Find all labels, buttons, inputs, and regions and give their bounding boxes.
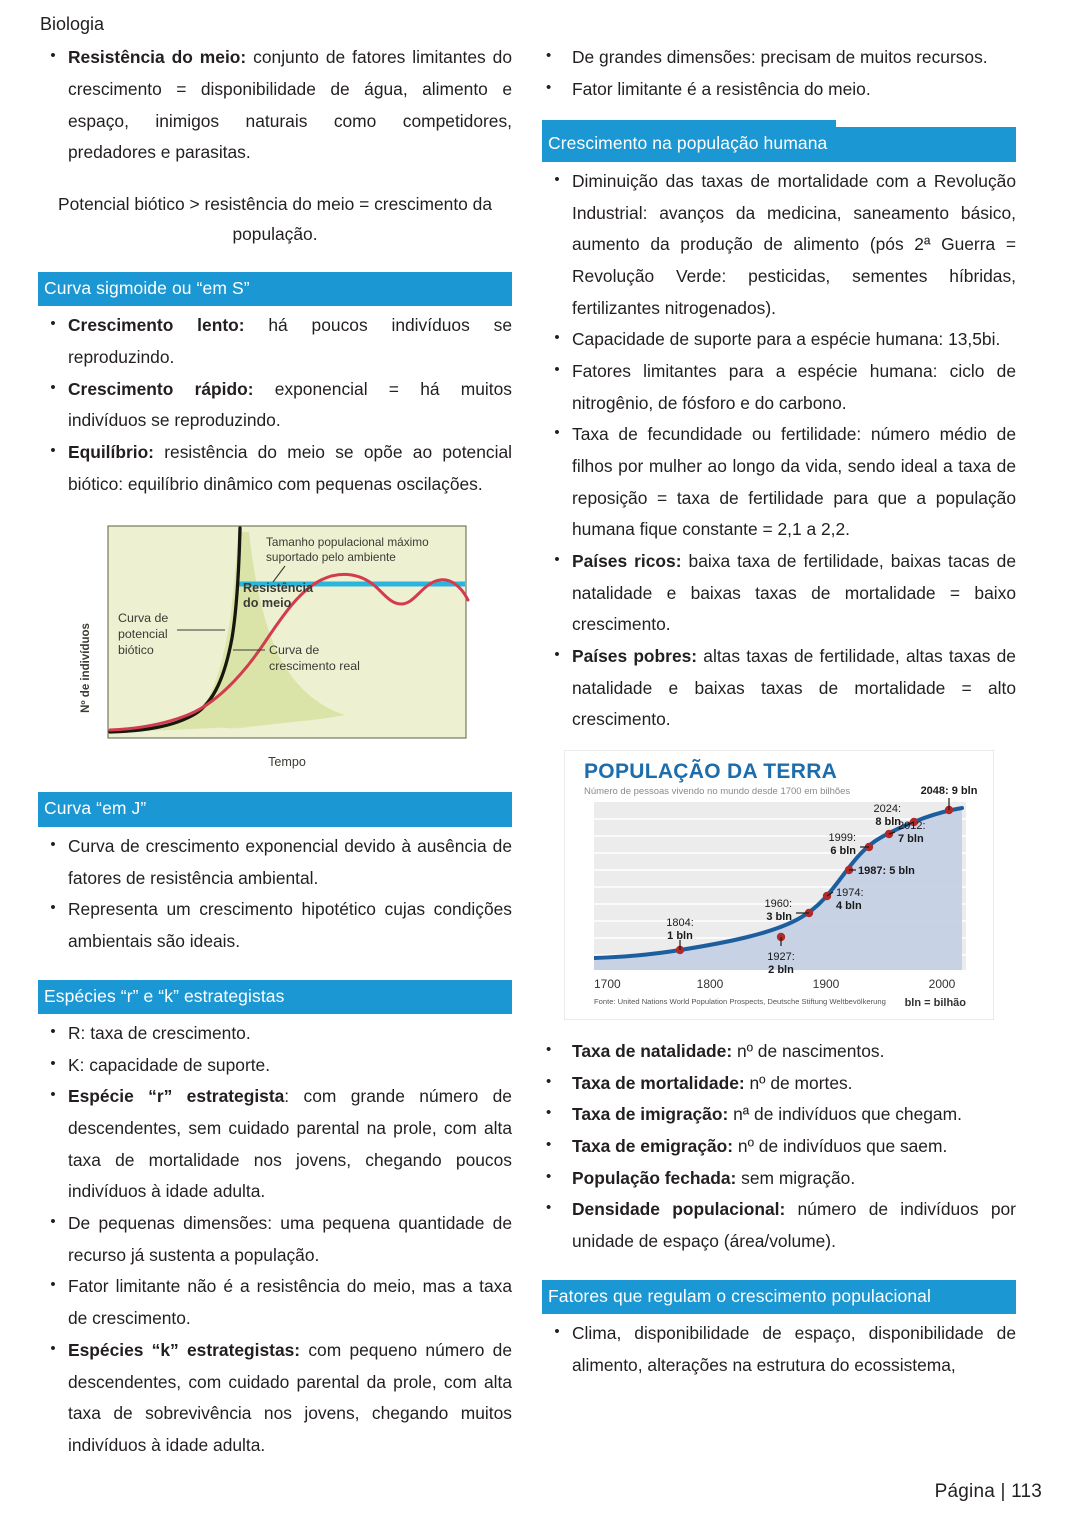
bullet-text <box>572 1318 1016 1381</box>
bullet-text <box>572 356 1016 419</box>
bullet-text <box>572 1131 1016 1163</box>
spacer <box>38 958 512 980</box>
bullet-text <box>68 831 512 894</box>
bullet-body: : com grande número de descendentes, sem cuidado parental na prole, com alta taxa de mortalidade nos jovens, chegando poucos indivíduos à idade adulta. <box>68 1086 512 1202</box>
xtick-2000: 2000 <box>928 976 956 991</box>
bullet-text <box>68 310 512 373</box>
bullet-icon: • <box>50 1086 56 1104</box>
bullet-icon: • <box>50 315 56 333</box>
bullet-paises-ricos <box>542 546 1016 641</box>
bullet-icon: • <box>554 360 560 378</box>
bullet-body: De grandes dimensões: precisam de muitos recursos. <box>572 47 988 67</box>
sigmoid-xlabel: Tempo <box>268 755 306 770</box>
label-1999-year: 1999: <box>828 831 856 844</box>
bullet-resistencia-do-meio <box>38 42 512 169</box>
bullet-icon: • <box>50 1054 56 1072</box>
bullet-taxa-fecundidade <box>542 419 1016 546</box>
label-1960-year: 1960: <box>764 897 792 910</box>
bullet-icon: • <box>554 424 560 442</box>
right-column <box>542 12 1016 1381</box>
left-column <box>38 12 512 1462</box>
bullet-icon: • <box>554 550 560 568</box>
bullet-text <box>572 1036 1016 1068</box>
bullet-crescimento-rapido <box>38 374 512 437</box>
sigmoid-annotation-potential-line3: biótico <box>118 643 154 658</box>
population-chart-title: POPULAÇÃO DA TERRA <box>584 759 838 783</box>
bullet-text <box>572 1068 1016 1100</box>
bullet-icon: • <box>50 47 56 65</box>
subject-title: Biologia <box>40 14 105 34</box>
bullet-body: Clima, disponibilidade de espaço, disponibilidade de alimento, alterações na estrutura do ecossistema, <box>572 1323 1016 1375</box>
bullet-text <box>572 1099 1016 1131</box>
bullet-icon: • <box>546 47 552 64</box>
bullet-clima-disponibilidade <box>542 1318 1016 1381</box>
sigmoid-annotation-potential-line1: Curva de <box>118 611 169 626</box>
bullet-body: Fatores limitantes para a espécie humana: ciclo de nitrogênio, de fósforo e do carbono. <box>572 360 1016 413</box>
bullet-diminuicao-mortalidade <box>542 166 1016 324</box>
bullet-body: número de indivíduos por unidade de espaço (área/volume). <box>572 1199 1016 1251</box>
label-2048: 2048: 9 bln <box>920 784 978 797</box>
bullet-text <box>68 437 512 500</box>
bullet-strong: Equilíbrio: <box>68 442 154 463</box>
bullet-taxa-emigracao <box>542 1131 1016 1163</box>
bullet-icon: • <box>50 1023 56 1041</box>
bullet-icon: • <box>546 1104 552 1122</box>
bullet-icon: • <box>546 1040 552 1058</box>
bullet-strong: Taxa de natalidade: <box>572 1040 733 1061</box>
bullet-icon: • <box>50 835 56 853</box>
bullet-icon: • <box>546 78 552 96</box>
bullet-text <box>572 641 1016 736</box>
bullet-especies-k-estrategistas <box>38 1335 512 1462</box>
figure-curva-sigmoide <box>38 518 512 776</box>
sigmoid-annotation-resistencia-line2: do meio <box>243 596 292 611</box>
bullet-icon: • <box>50 899 56 917</box>
bullet-text <box>572 546 1016 641</box>
population-chart-source: Fonte: United Nations World Population Prospects, Deutsche Stiftung Weltbevölkerung <box>594 996 886 1006</box>
bullet-icon: • <box>50 1276 56 1294</box>
sigmoid-chart-svg <box>73 518 477 776</box>
bullet-paises-pobres <box>542 641 1016 736</box>
bullet-equilibrio <box>38 437 512 500</box>
sigmoid-annotation-real-line2: crescimento real <box>269 659 360 674</box>
label-1927-year: 1927: <box>767 950 795 963</box>
bullet-icon: • <box>554 645 560 663</box>
bullet-strong: Densidade populacional: <box>572 1199 786 1220</box>
bullet-text <box>68 1050 512 1082</box>
bullet-body: De pequenas dimensões: uma pequena quantidade de recurso já sustenta a população. <box>68 1213 512 1265</box>
bullet-body: Taxa de fecundidade ou fertilidade: número médio de filhos por mulher ao longo da vida, sendo ideal a taxa de reposição = taxa de fertilidade para que a população humana fique constante = 2,1 a 2,2. <box>572 424 1016 540</box>
bullet-icon: • <box>546 1199 552 1217</box>
sigmoid-annotation-resistencia-line1: Resistência <box>243 581 314 596</box>
bullet-icon: • <box>546 1072 552 1090</box>
bullet-strong: Taxa de emigração: <box>572 1135 734 1156</box>
bullet-fator-limitante-taxa <box>38 1271 512 1334</box>
xtick-1800: 1800 <box>696 976 724 991</box>
bullet-body: Fator limitante é a resistência do meio. <box>572 78 871 99</box>
bullet-body: nº de indivíduos que saem. <box>733 1135 948 1156</box>
bullet-taxa-imigracao <box>542 1099 1016 1131</box>
bullet-body: exponencial = há muitos indivíduos se reproduzindo. <box>68 378 512 431</box>
section-header-curva-sigmoide: Curva sigmoide ou “em S” <box>38 272 512 307</box>
bullet-k-capacidade <box>38 1050 512 1082</box>
bullet-pequenas-dimensoes <box>38 1208 512 1271</box>
figure-populacao-da-terra <box>542 750 1016 1020</box>
label-1987: 1987: 5 bln <box>858 864 915 877</box>
page-footer: Página | 113 <box>934 1481 1042 1502</box>
xtick-1700: 1700 <box>594 976 621 991</box>
bullet-strong: População fechada: <box>572 1167 737 1188</box>
bullet-strong: Países pobres: <box>572 645 698 666</box>
bullet-strong: Espécies “k” estrategistas: <box>68 1339 301 1360</box>
bullet-populacao-fechada <box>542 1163 1016 1195</box>
label-2012-value: 7 bln <box>898 832 924 845</box>
bullet-text <box>68 374 512 437</box>
label-2012-year: 2012: <box>898 819 926 832</box>
bullet-body: com pequeno número de descendentes, com cuidado parental da prole, com alta taxa de sobrevivência nos jovens, chegando muitos indivíduos à idade adulta. <box>68 1339 512 1455</box>
sigmoid-annotation-real-line1: Curva de <box>269 643 320 658</box>
bullet-icon: • <box>546 1167 552 1185</box>
bullet-icon: • <box>554 1323 560 1341</box>
label-1974-value: 4 bln <box>836 899 862 912</box>
sigmoid-annotation-max-label-line2: suportado pelo ambiente <box>266 550 396 565</box>
bullet-text <box>68 894 512 957</box>
xtick-1900: 1900 <box>812 976 840 991</box>
bullet-text <box>572 74 1016 106</box>
label-1999-value: 6 bln <box>830 844 856 857</box>
bullet-fator-limitante-resistencia <box>542 74 1016 106</box>
bullet-body: baixa taxa de fertilidade, baixas tacas de natalidade e baixas taxas de mortalidade = baixo crescimento. <box>572 550 1016 635</box>
bullet-taxa-mortalidade <box>542 1068 1016 1100</box>
bullet-icon: • <box>546 1135 552 1153</box>
bullet-text <box>68 1271 512 1334</box>
bullet-densidade-populacional <box>542 1194 1016 1257</box>
bullet-especie-r-estrategista <box>38 1081 512 1208</box>
label-1974-year: 1974: <box>836 886 864 899</box>
bullet-strong: Espécie “r” estrategista <box>68 1086 285 1107</box>
bullet-body: conjunto de fatores limitantes do crescimento = disponibilidade de água, alimento e espaço, inimigos naturais como competidores, predadores e parasitas. <box>68 47 512 163</box>
population-chart-subtitle: Número de pessoas vivendo no mundo desde 1700 em bilhões <box>584 785 851 797</box>
spacer <box>542 1258 1016 1280</box>
bullet-text <box>572 42 1016 74</box>
bullet-icon: • <box>554 329 560 347</box>
sigmoid-annotation-potential-line2: potencial <box>118 627 168 642</box>
bullet-text <box>572 166 1016 324</box>
label-2024-value: 8 bln <box>875 815 901 828</box>
bullet-crescimento-lento <box>38 310 512 373</box>
bullet-body: sem migração. <box>736 1167 856 1188</box>
bullet-body: nº de nascimentos. <box>732 1040 885 1061</box>
bullet-body: há poucos indivíduos se reproduzindo. <box>68 315 512 368</box>
bullet-text <box>68 1335 512 1462</box>
bullet-grandes-dimensoes <box>542 42 1016 74</box>
bullet-strong: Taxa de mortalidade: <box>572 1072 745 1093</box>
bullet-text <box>572 1194 1016 1257</box>
bullet-strong: Taxa de imigração: <box>572 1104 729 1125</box>
bullet-curva-j-exponencial <box>38 831 512 894</box>
bullet-icon: • <box>50 1213 56 1231</box>
bullet-icon: • <box>50 1339 56 1357</box>
bullet-text <box>68 1208 512 1271</box>
bullet-body: R: taxa de crescimento. <box>68 1023 251 1044</box>
population-chart-svg <box>564 750 994 1020</box>
label-1960-value: 3 bln <box>766 910 792 923</box>
bullet-body: Capacidade de suporte para a espécie humana: 13,5bi. <box>572 329 1001 350</box>
bullet-body: nª de indivíduos que chegam. <box>728 1104 962 1125</box>
bullet-body: Diminuição das taxas de mortalidade com a Revolução Industrial: avanços da medicina, saneamento básico, aumento da produção de alimento (pós 2ª Guerra = Revolução Verde: pesticidas, sementes híbridas, fertilizantes nitrogenados). <box>572 170 1016 318</box>
section-header-fatores-regulam: Fatores que regulam o crescimento populacional <box>542 1280 1016 1315</box>
bullet-icon: • <box>50 442 56 460</box>
bullet-body: Representa um crescimento hipotético cujas condições ambientais são ideais. <box>68 899 512 951</box>
bullet-text <box>68 42 512 169</box>
bullet-strong: Resistência do meio: <box>68 47 247 68</box>
bullet-strong: Países ricos: <box>572 550 682 571</box>
bullet-body: nº de mortes. <box>744 1072 853 1093</box>
two-column-layout <box>38 12 1042 1462</box>
bullet-curva-j-hipotetico <box>38 894 512 957</box>
bullet-icon: • <box>554 170 560 188</box>
bullet-text <box>572 324 1016 356</box>
bullet-fatores-limitantes-humana <box>542 356 1016 419</box>
bullet-text <box>68 1018 512 1050</box>
bullet-text <box>572 1163 1016 1195</box>
label-1927-value: 2 bln <box>768 963 794 976</box>
bullet-body: altas taxas de fertilidade, altas taxas de natalidade e baixas taxas de mortalidade = alto crescimento. <box>572 645 1016 730</box>
bullet-body: resistência do meio se opõe ao potencial biótico: equilíbrio dinâmico com pequenas oscilações. <box>68 442 512 494</box>
sigmoid-annotation-max-label-line1: Tamanho populacional máximo <box>266 535 429 550</box>
bullet-r-taxa <box>38 1018 512 1050</box>
bullet-body: Curva de crescimento exponencial devido à ausência de fatores de resistência ambiental. <box>68 835 512 888</box>
bullet-body: Fator limitante não é a resistência do meio, mas a taxa de crescimento. <box>68 1276 512 1329</box>
population-chart-unit-note: bln = bilhão <box>904 996 966 1009</box>
label-2024-year: 2024: <box>873 802 901 815</box>
bullet-taxa-natalidade <box>542 1036 1016 1068</box>
bullet-text <box>68 1081 512 1208</box>
bullet-text <box>572 419 1016 546</box>
bullet-capacidade-suporte-humana <box>542 324 1016 356</box>
bullet-strong: Crescimento rápido: <box>68 378 254 399</box>
bullet-body: K: capacidade de suporte. <box>68 1054 271 1075</box>
highlight-statement: Potencial biótico > resistência do meio = crescimento da população. <box>57 193 493 245</box>
bullet-strong: Crescimento lento: <box>68 315 245 336</box>
sigmoid-ylabel: Nº de indivíduos <box>80 623 92 714</box>
section-header-especies-rk: Espécies “r” e “k” estrategistas <box>38 980 512 1015</box>
section-header-curva-j: Curva “em J” <box>38 792 512 827</box>
label-1804-year: 1804: <box>666 916 694 929</box>
bullet-icon: • <box>50 378 56 396</box>
label-1804-value: 1 bln <box>667 929 693 942</box>
section-header-crescimento-populacao-humana: Crescimento na população humana <box>542 127 1016 162</box>
